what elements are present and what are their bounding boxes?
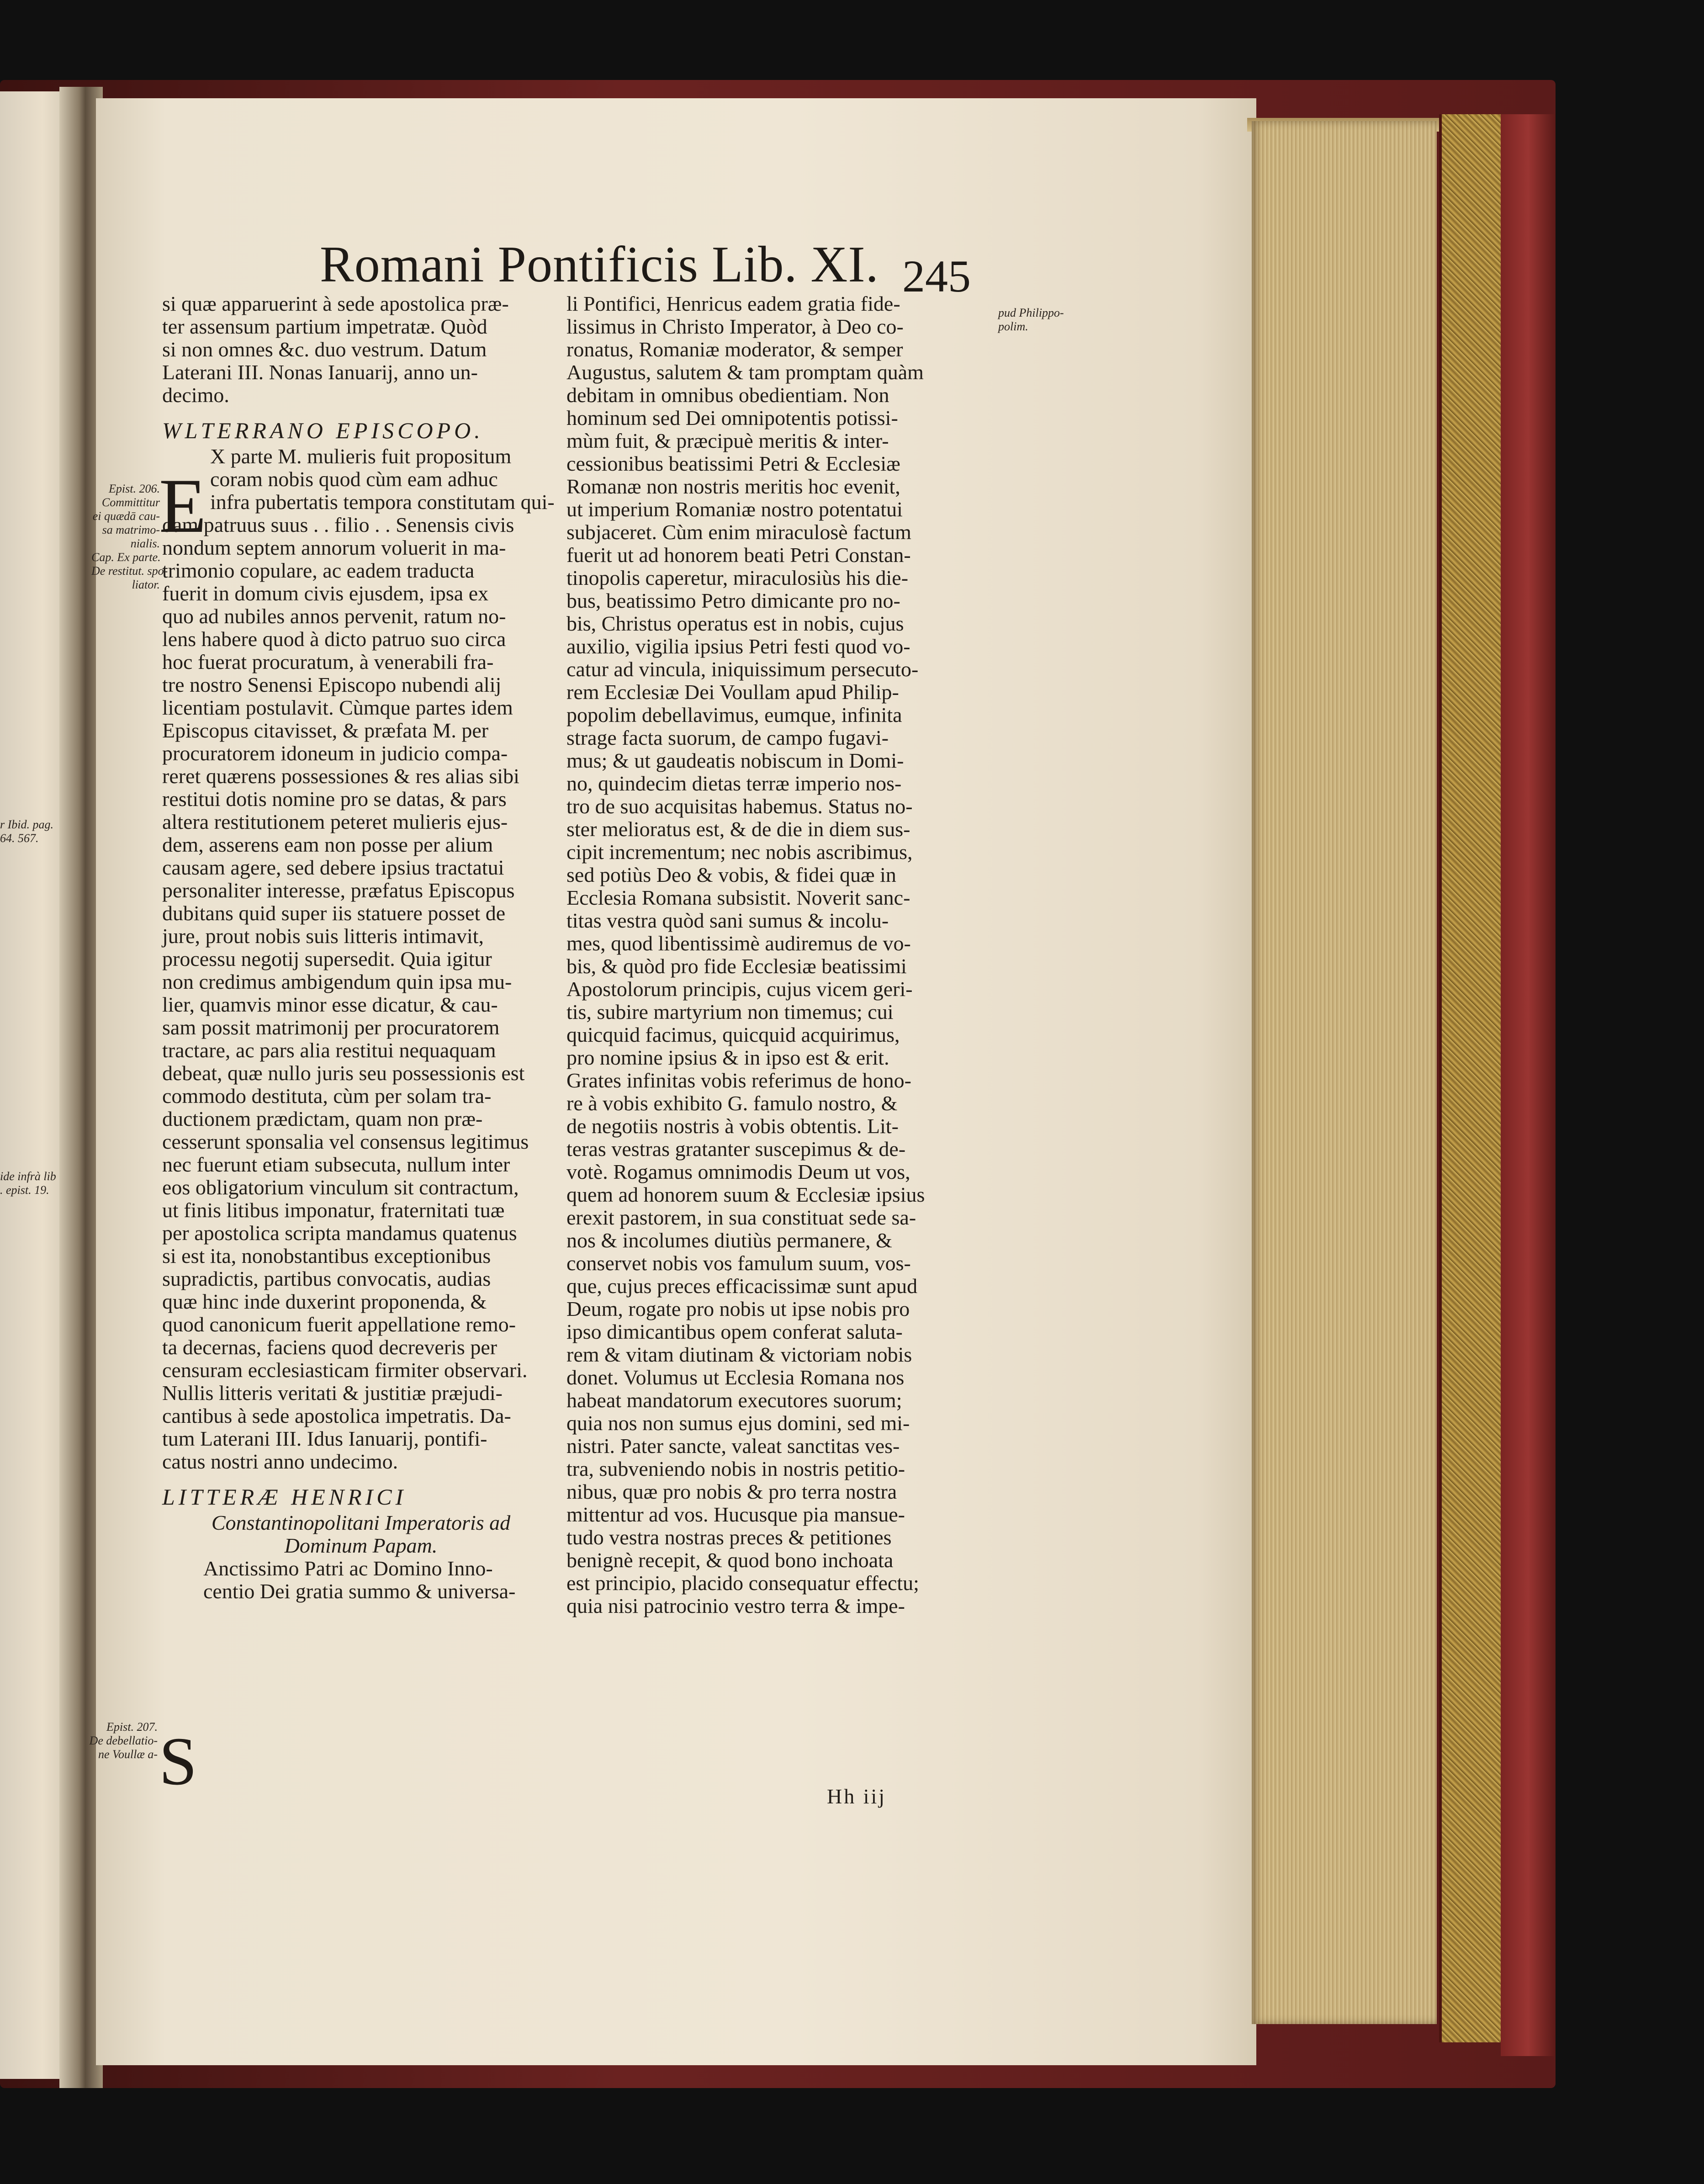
- text-line: infra pubertatis tempora constitutam qui-: [210, 490, 555, 514]
- text-line: nos & incolumes diutiùs permanere, &: [566, 1229, 892, 1252]
- text-line: quem ad honorem suum & Ecclesiæ ipsius: [566, 1183, 925, 1206]
- text-line: conservet nobis vos famulum suum, vos-: [566, 1251, 911, 1275]
- margin-line: polim.: [998, 320, 1028, 333]
- text-line: tra, subveniendo nobis in nostris petitio-: [566, 1457, 905, 1480]
- text-line: WLTERRANO EPISCOPO.: [162, 418, 484, 443]
- margin-line: nialis.: [130, 537, 160, 550]
- drop-cap-s: S: [159, 1723, 197, 1799]
- text-line: est principio, placido consequatur effectu;: [566, 1571, 919, 1595]
- text-line: mùm fuit, & præcipuè meritis & inter-: [566, 429, 889, 452]
- text-line: quo ad nubiles annos pervenit, ratum no-: [162, 604, 506, 628]
- text-line: ut imperium Romaniæ nostro potentatui: [566, 498, 903, 521]
- text-line: de negotiis nostris à vobis obtentis. Lit-: [566, 1114, 899, 1138]
- cover-edge: [1501, 114, 1556, 2056]
- text-line: tre nostro Senensi Episcopo nubendi alij: [162, 673, 502, 696]
- text-line: Constantinopolitani Imperatoris ad: [211, 1511, 511, 1534]
- text-line: lier, quamvis minor esse dicatur, & cau-: [162, 993, 498, 1016]
- text-line: Dominum Papam.: [284, 1534, 438, 1557]
- text-line: Anctissimo Patri ac Domino Inno-: [203, 1557, 493, 1580]
- margin-line: ne Voullæ a-: [98, 1748, 158, 1761]
- text-line: Grates infinitas vobis referimus de hono-: [566, 1069, 911, 1092]
- text-line: donet. Volumus ut Ecclesia Romana nos: [566, 1366, 905, 1389]
- text-line: li Pontifici, Henricus eadem gratia fide-: [566, 292, 900, 315]
- text-line: causam agere, sed debere ipsius tractatui: [162, 856, 504, 879]
- text-line: bus, beatissimo Petro dimicante pro no-: [566, 589, 900, 612]
- text-line: erexit pastorem, in sua constituat sede sa-: [566, 1206, 916, 1229]
- margin-note-epist-206: [91, 482, 168, 592]
- text-line: ta decernas, faciens quod decreveris per: [162, 1336, 497, 1359]
- text-line: tro de suo acquisitas habemus. Status no-: [566, 795, 913, 818]
- text-line: habeat mandatorum executores suorum;: [566, 1389, 902, 1412]
- text-line: si quæ apparuerint à sede apostolica præ-: [162, 292, 509, 315]
- text-line: Apostolorum principis, cujus vicem geri-: [566, 977, 913, 1001]
- text-line: si est ita, nonobstantibus exceptionibus: [162, 1244, 491, 1267]
- margin-line: Committitur: [101, 496, 160, 509]
- text-line: cantibus à sede apostolica impetratis. Da-: [162, 1404, 511, 1427]
- text-line: rem Ecclesiæ Dei Voullam apud Philip-: [566, 680, 899, 704]
- text-line: debitam in omnibus obedientiam. Non: [566, 383, 889, 407]
- text-line: fuerit ut ad honorem beati Petri Constan-: [566, 543, 911, 567]
- margin-line: Cap. Ex parte.: [91, 551, 161, 564]
- text-line: no, quindecim dietas terræ imperio nos-: [566, 772, 902, 795]
- text-line: coram nobis quod cùm eam adhuc: [210, 467, 498, 491]
- margin-note-epist-207: [89, 1720, 158, 1761]
- margin-line: De restitut. spo-: [91, 564, 168, 578]
- text-line: cesserunt sponsalia vel consensus legitimus: [162, 1130, 529, 1153]
- running-title: Romani Pontificis Lib. XI.: [320, 236, 879, 293]
- text-line: per apostolica scripta mandamus quatenus: [162, 1221, 517, 1245]
- text-line: tis, subire martyrium non timemus; cui: [566, 1000, 894, 1023]
- text-line: titas vestra quòd sani sumus & incolu-: [566, 909, 889, 932]
- text-line: mittentur ad vos. Hucusque pia mansue-: [566, 1503, 905, 1526]
- text-line: rem & vitam diutinam & victoriam nobis: [566, 1343, 912, 1366]
- text-line: mes, quod libentissimè audiremus de vo-: [566, 932, 911, 955]
- text-line: bis, Christus operatus est in nobis, cujus: [566, 612, 904, 635]
- margin-line: ide infrà lib: [0, 1170, 56, 1183]
- signature-mark: Hh iij: [827, 1785, 887, 1808]
- text-line: auxilio, vigilia ipsius Petri festi quod vo-: [566, 635, 910, 658]
- text-line: bis, & quòd pro fide Ecclesiæ beatissimi: [566, 954, 907, 978]
- text-line: dubitans quid super iis statuere posset de: [162, 901, 506, 925]
- text-line: quæ hinc inde duxerint proponenda, &: [162, 1290, 487, 1313]
- text-line: ter assensum partium impetratæ. Quòd: [162, 315, 487, 338]
- text-line: dam patruus suus . . filio . . Senensis civis: [162, 513, 514, 536]
- text-line: Augustus, salutem & tam promptam quàm: [566, 360, 924, 384]
- text-line: pro nomine ipsius & in ipso est & erit.: [566, 1046, 889, 1069]
- text-line: LITTERÆ HENRICI: [162, 1484, 407, 1510]
- text-line: ipso dimicantibus opem conferat saluta-: [566, 1320, 903, 1343]
- prev-page-margin-note-1: [0, 818, 55, 845]
- text-line: benignè recepit, & quod bono inchoata: [566, 1548, 894, 1572]
- text-line: sed potiùs Deo & vobis, & fidei quæ in: [566, 863, 896, 886]
- text-line: licentiam postulavit. Cùmque partes idem: [162, 696, 513, 719]
- drop-cap-e: E: [159, 463, 206, 549]
- text-line: altera restitutionem peteret mulieris ejus-: [162, 810, 508, 833]
- text-line: ronatus, Romaniæ moderator, & semper: [566, 338, 903, 361]
- text-line: nec fuerunt etiam subsecuta, nullum inter: [162, 1153, 510, 1176]
- gilt-tooling-border: [1439, 114, 1505, 2042]
- text-line: quicquid facimus, quicquid acquirimus,: [566, 1023, 900, 1046]
- page-number: 245: [902, 251, 971, 302]
- text-line: decimo.: [162, 383, 229, 407]
- text-line: hoc fuerat procuratum, à venerabili fra-: [162, 650, 494, 673]
- margin-line: Epist. 206.: [109, 482, 160, 495]
- text-line: censuram ecclesiasticam firmiter observari.: [162, 1358, 528, 1382]
- text-line: X parte M. mulieris fuit propositum: [210, 445, 512, 468]
- text-line: tum Laterani III. Idus Ianuarij, pontifi-: [162, 1427, 487, 1450]
- text-line: sam possit matrimonij per procuratorem: [162, 1016, 500, 1039]
- page-block-edge: [1252, 121, 1437, 2024]
- text-line: procuratorem idoneum in judicio compa-: [162, 742, 508, 765]
- right-text-column: [566, 292, 991, 1617]
- text-line: debeat, quæ nullo juris seu possessionis est: [162, 1061, 525, 1085]
- margin-line: 64. 567.: [0, 832, 39, 845]
- text-line: mus; & ut gaudeatis nobiscum in Domi-: [566, 749, 904, 772]
- text-line: nibus, quæ pro nobis & pro terra nostra: [566, 1480, 897, 1503]
- text-line: subjaceret. Cùm enim miraculosè factum: [566, 520, 911, 544]
- margin-line: pud Philippo-: [998, 306, 1064, 319]
- margin-line: sa matrimo-: [102, 523, 160, 536]
- text-line: re à vobis exhibito G. famulo nostro, &: [566, 1092, 898, 1115]
- text-line: ut finis litibus imponatur, fraternitati tuæ: [162, 1198, 505, 1222]
- text-line: jure, prout nobis suis litteris intimavit,: [162, 924, 484, 948]
- text-line: dem, asserens eam non posse per alium: [162, 833, 493, 856]
- text-line: popolim debellavimus, eumque, infinita: [566, 703, 902, 726]
- text-line: ster melioratus est, & de die in diem sus-: [566, 817, 910, 841]
- text-line: Laterani III. Nonas Ianuarij, anno un-: [162, 360, 478, 384]
- text-line: hominum sed Dei omnipotentis potissi-: [566, 406, 898, 429]
- text-line: Ecclesia Romana subsistit. Noverit sanc-: [566, 886, 910, 909]
- text-line: Episcopus citavisset, & præfata M. per: [162, 719, 489, 742]
- text-line: ductionem prædictam, quam non præ-: [162, 1107, 483, 1130]
- text-line: supradictis, partibus convocatis, audias: [162, 1267, 491, 1290]
- text-line: cessionibus beatissimi Petri & Ecclesiæ: [566, 452, 900, 475]
- prev-page-margin-note-2: [0, 1170, 55, 1197]
- text-line: eos obligatorium vinculum sit contractum,: [162, 1176, 519, 1199]
- text-line: quod canonicum fuerit appellatione remo-: [162, 1313, 516, 1336]
- text-line: restitui dotis nomine pro se datas, & pars: [162, 787, 507, 811]
- text-line: trimonio copulare, ac eadem traducta: [162, 559, 475, 582]
- text-line: Deum, rogate pro nobis ut ipse nobis pro: [566, 1297, 910, 1320]
- text-line: processu negotij supersedit. Quia igitur: [162, 947, 492, 970]
- text-line: Nullis litteris veritati & justitiæ præjudi-: [162, 1381, 503, 1405]
- text-line: commodo destituta, cùm per solam tra-: [162, 1084, 492, 1108]
- margin-line: De debellatio-: [89, 1734, 158, 1747]
- text-line: quia nos non sumus ejus domini, sed mi-: [566, 1411, 910, 1435]
- margin-line: Epist. 207.: [106, 1720, 158, 1733]
- text-line: personaliter interesse, præfatus Episcopus: [162, 879, 515, 902]
- text-line: teras vestras gratanter suscepimus & de-: [566, 1137, 906, 1161]
- margin-line: r Ibid. pag.: [0, 818, 53, 831]
- text-line: non credimus ambigendum quin ipsa mu-: [162, 970, 512, 993]
- text-line: lens habere quod à dicto patruo suo circa: [162, 627, 506, 651]
- text-line: tinopolis caperetur, miraculosiùs his die-: [566, 566, 909, 589]
- left-text-column: [162, 292, 560, 1603]
- text-line: quia nisi patrocinio vestro terra & impe-: [566, 1594, 905, 1617]
- text-line: strage facta suorum, de campo fugavi-: [566, 726, 889, 749]
- text-line: reret quærens possessiones & res alias sibi: [162, 764, 519, 788]
- text-line: tractare, ac pars alia restitui nequaquam: [162, 1039, 496, 1062]
- text-line: cipit incrementum; nec nobis ascribimus,: [566, 840, 913, 864]
- text-line: que, cujus preces efficacissimæ sunt apud: [566, 1274, 918, 1298]
- text-line: tudo vestra nostras preces & petitiones: [566, 1526, 892, 1549]
- text-line: fuerit in domum civis ejusdem, ipsa ex: [162, 582, 489, 605]
- margin-line: ei quædā cau-: [92, 509, 160, 523]
- text-line: nondum septem annorum voluerit in ma-: [162, 536, 506, 559]
- margin-line: liator.: [132, 578, 160, 591]
- text-line: catur ad vincula, iniquissimum persecuto-: [566, 657, 919, 681]
- text-line: nistri. Pater sancte, valeat sanctitas ves-: [566, 1434, 900, 1458]
- text-line: Romanæ non nostris meritis hoc evenit,: [566, 475, 900, 498]
- text-line: centio Dei gratia summo & universa-: [203, 1580, 516, 1603]
- margin-note-right: [998, 306, 1108, 334]
- text-line: catus nostri anno undecimo.: [162, 1450, 398, 1473]
- text-line: si non omnes &c. duo vestrum. Datum: [162, 338, 487, 361]
- margin-line: . epist. 19.: [0, 1183, 49, 1197]
- text-line: votè. Rogamus omnimodis Deum ut vos,: [566, 1160, 910, 1183]
- text-line: lissimus in Christo Imperator, à Deo co-: [566, 315, 904, 338]
